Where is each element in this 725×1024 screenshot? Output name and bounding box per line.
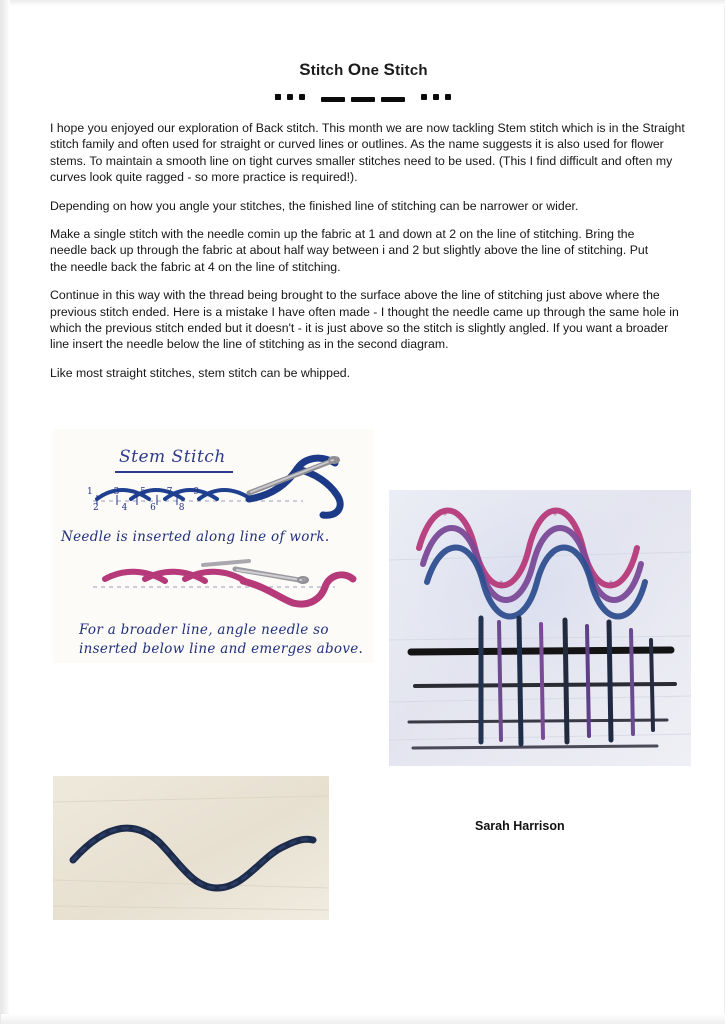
title-cap-2: O <box>347 60 362 79</box>
motif-dash-icon <box>321 97 345 102</box>
title-cap-3: S <box>383 60 396 79</box>
motif-dot-icon <box>445 94 451 100</box>
diagram-caption-1: Needle is inserted along line of work. <box>61 529 330 545</box>
diagram-numbers-bottom: 2 4 6 8 <box>93 503 195 513</box>
title-cap-1: S <box>299 60 311 79</box>
diagram-title-underline <box>115 471 233 473</box>
title-word-1: titch <box>310 62 348 79</box>
stitch-motif-divider <box>1 88 725 110</box>
motif-dash-icon <box>351 97 375 102</box>
scan-edge-left <box>1 0 10 1024</box>
curve-graphic <box>53 776 329 920</box>
title-word-2: ne <box>361 62 384 79</box>
paragraph-5: Like most straight stitches, stem stitch can be whipped. <box>50 365 351 380</box>
scan-edge-top <box>1 0 725 6</box>
figure-stitched-sampler <box>389 490 691 766</box>
figure-stem-stitch-diagram <box>53 429 373 663</box>
diagram-numbers-top: 1 3 5 7 9 <box>87 487 209 497</box>
motif-dash-icon <box>381 97 405 102</box>
motif-dot-icon <box>287 94 293 100</box>
motif-dot-icon <box>433 94 439 100</box>
scan-edge-bottom <box>1 1014 725 1024</box>
motif-dot-icon <box>421 94 427 100</box>
paragraph-3: Make a single stitch with the needle comin up the fabric at 1 and down at 2 on the line of stitching. Bring the needle back up through the fabric at about half way between i and 2 but slightly above the line of stitching. Put the needle back the fabric at 4 on the line of stitching. <box>50 227 649 274</box>
motif-dot-icon <box>275 94 281 100</box>
motif-dot-icon <box>299 94 305 100</box>
page-title <box>1 60 725 80</box>
sampler-graphic <box>389 490 691 766</box>
paragraph-1: I hope you enjoyed our exploration of Back stitch. This month we are now tackling Stem stitch which is in the Straight stitch family and often used for straight or curved lines or outlines. As the name suggests it is also used for flower stems. To maintain a smooth line on tight curves smaller stitches need to be used. (This I find difficult and often my curves look quite ragged - so more practice is required!). <box>50 121 685 185</box>
paragraph-4: Continue in this way with the thread being brought to the surface above the line of stitching just above where the previous stitch ended. Here is a mistake I have often made - I thought the needle came up through the same hole in which the previous stitch ended but it doesn't - it is just above so the stitch is slightly angled. If you want a broader line insert the needle below the line of stitching as in the second diagram. <box>50 288 679 352</box>
title-word-3: titch <box>395 62 428 79</box>
figure-curved-stem-stitch <box>53 776 329 920</box>
article-body <box>50 120 690 393</box>
author-signature: Sarah Harrison <box>475 819 565 833</box>
diagram-handwritten-title: Stem Stitch <box>119 447 226 467</box>
paragraph-2: Depending on how you angle your stitches, the finished line of stitching can be narrower or wider. <box>50 198 579 213</box>
diagram-caption-2: For a broader line, angle needle so inserted below line and emerges above. <box>79 622 364 657</box>
